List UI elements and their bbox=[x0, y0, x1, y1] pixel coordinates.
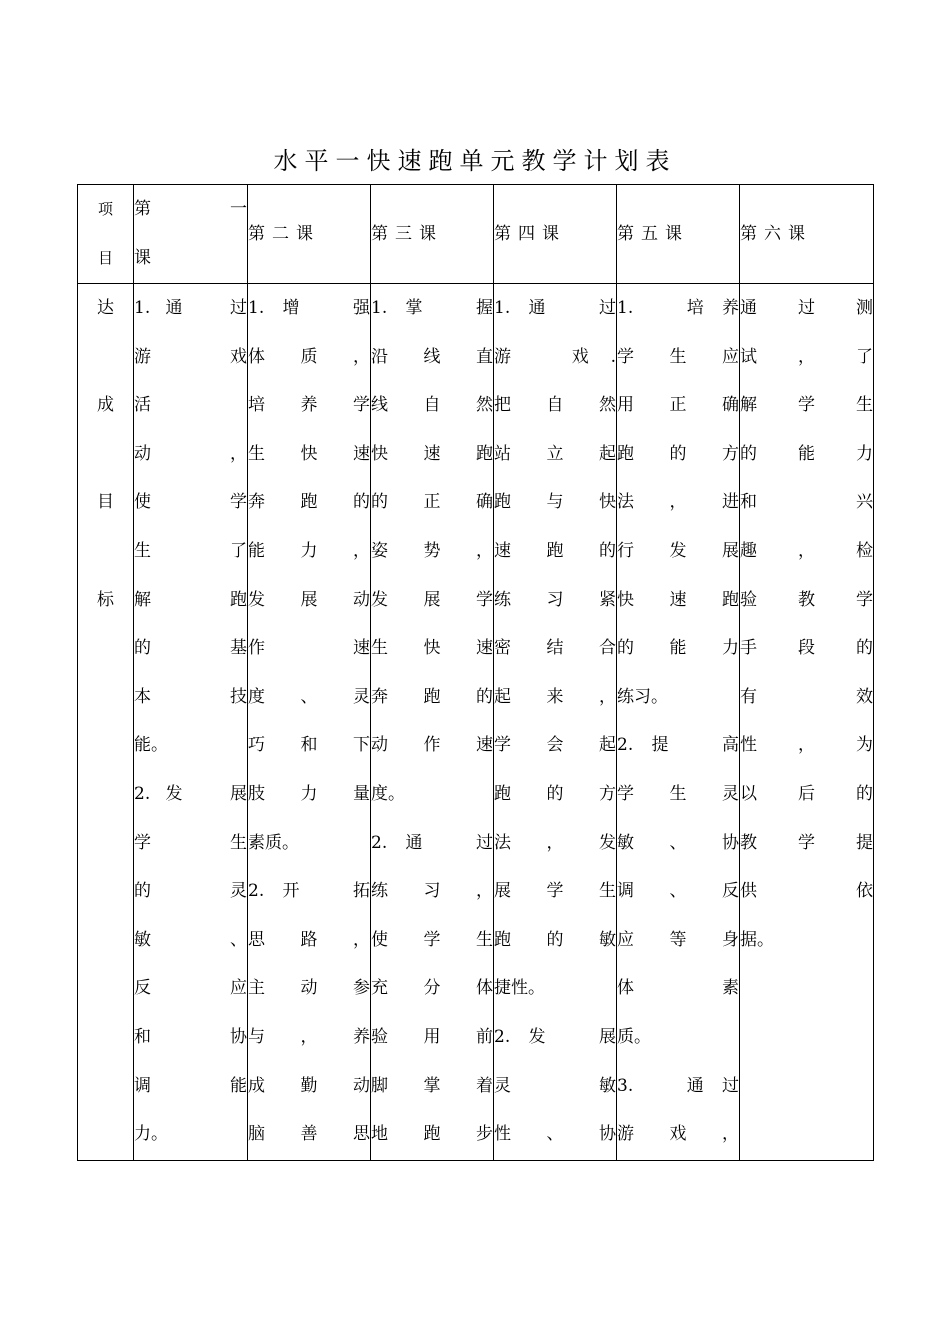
header-row bbox=[78, 185, 874, 284]
objective-line: 生 了 bbox=[134, 540, 247, 561]
objective-line: 验教学 bbox=[740, 589, 873, 610]
objective-line: 度。 bbox=[371, 783, 405, 804]
objective-line: 地跑步 bbox=[371, 1124, 493, 1145]
objective-line: 快速跑 bbox=[617, 589, 739, 610]
objective-line: 游戏， bbox=[617, 1124, 739, 1145]
document-title: 水平一快速跑单元教学计划表 bbox=[273, 147, 677, 175]
objective-line: 敏、协 bbox=[617, 832, 739, 853]
objective-line: 性，为 bbox=[740, 735, 873, 756]
objective-line: 手段的 bbox=[740, 638, 873, 659]
objective-line: 的 灵 bbox=[134, 881, 247, 902]
objective-line: 奔跑的 bbox=[248, 492, 370, 513]
objective-line: 验用前 bbox=[371, 1026, 493, 1047]
objective-line: 姿势， bbox=[371, 540, 493, 561]
row-label-line bbox=[78, 333, 133, 382]
objective-line: 灵 敏 bbox=[494, 1075, 616, 1096]
objective-line: 和 兴 bbox=[740, 492, 873, 513]
objective-line: 供 依 bbox=[740, 881, 873, 902]
objective-line: 的能力 bbox=[617, 638, 739, 659]
lesson-plan-table bbox=[77, 184, 874, 1161]
lesson-2-objectives bbox=[248, 284, 371, 1161]
objective-line: 脑善思 bbox=[248, 1124, 370, 1145]
row-label-line: 目 bbox=[97, 492, 114, 513]
objective-line: 肢力量 bbox=[248, 783, 370, 804]
objective-line: 起来， bbox=[494, 686, 616, 707]
objective-line: 游 戏 bbox=[134, 346, 247, 367]
objective-line: 2.发 展 bbox=[494, 1026, 616, 1047]
objective-line: 趣，检 bbox=[740, 540, 873, 561]
lesson-4-objectives bbox=[494, 284, 617, 1161]
objectives-row bbox=[78, 284, 874, 1161]
objective-line: 体质， bbox=[248, 346, 370, 367]
objective-line: 的 基 bbox=[134, 638, 247, 659]
objective-line: 主动参 bbox=[248, 978, 370, 999]
objective-line: 学生应 bbox=[617, 346, 739, 367]
header-lesson-1-cell bbox=[134, 185, 248, 284]
header-item-line: 目 bbox=[97, 249, 113, 267]
header-lesson-4: 第四课 bbox=[494, 185, 617, 284]
objective-line: 度、灵 bbox=[248, 686, 370, 707]
objective-line: 行发展 bbox=[617, 540, 739, 561]
objective-line: 的能力 bbox=[740, 443, 873, 464]
objective-line: 脚掌着 bbox=[371, 1075, 493, 1096]
objective-line: 性、协 bbox=[494, 1124, 616, 1145]
objective-line: 法，发 bbox=[494, 832, 616, 853]
objective-line: 跑的敏 bbox=[494, 929, 616, 950]
lesson-1-objectives bbox=[134, 284, 248, 1161]
objective-line: 生快速 bbox=[371, 638, 493, 659]
objective-line: 练习， bbox=[371, 881, 493, 902]
header-lesson-1-line: 第 一 bbox=[134, 199, 247, 219]
objective-line: 展学生 bbox=[494, 881, 616, 902]
objective-line: 2.通 过 bbox=[371, 832, 493, 853]
objective-line: 与，养 bbox=[248, 1026, 370, 1047]
objective-line: 动 ， bbox=[134, 443, 247, 464]
objective-line: 解 跑 bbox=[134, 589, 247, 610]
objective-line: 沿线直 bbox=[371, 346, 493, 367]
objective-line: 巧和下 bbox=[248, 735, 370, 756]
objective-line: 试，了 bbox=[740, 346, 873, 367]
objective-line: 2.发 展 bbox=[134, 783, 247, 804]
objective-line: 站立起 bbox=[494, 443, 616, 464]
objective-line: 练习紧 bbox=[494, 589, 616, 610]
objective-line: 能。 bbox=[134, 735, 168, 756]
objective-line: 培养学 bbox=[248, 395, 370, 416]
objective-line: 快速跑 bbox=[371, 443, 493, 464]
objective-line: 1.掌 握 bbox=[371, 298, 493, 318]
objective-line: 体 素 bbox=[617, 978, 739, 999]
row-label-cell bbox=[78, 284, 134, 1161]
row-label-line: 达 bbox=[97, 298, 114, 318]
objective-line: 3. 通过 bbox=[617, 1075, 739, 1096]
lesson-3-objectives bbox=[371, 284, 494, 1161]
objective-line: 的正确 bbox=[371, 492, 493, 513]
objective-line: 解学生 bbox=[740, 395, 873, 416]
objective-line: 力。 bbox=[134, 1124, 168, 1145]
objective-line: 动作速 bbox=[371, 735, 493, 756]
objective-line: 充分体 bbox=[371, 978, 493, 999]
header-lesson-5: 第五课 bbox=[617, 185, 740, 284]
lesson-5-objectives bbox=[617, 284, 740, 1161]
row-label-line bbox=[78, 430, 133, 479]
row-label-line: 成 bbox=[97, 395, 114, 416]
objective-line: 1.增 强 bbox=[248, 298, 370, 318]
objective-line: 以后的 bbox=[740, 783, 873, 804]
objective-line: 跑的方 bbox=[494, 783, 616, 804]
objective-line: 速跑的 bbox=[494, 540, 616, 561]
objective-line: 1.通 过 bbox=[494, 298, 616, 318]
objective-line: 活 bbox=[134, 395, 151, 416]
objective-line: 练习。 bbox=[617, 686, 668, 707]
objective-line: 使 学 bbox=[134, 492, 247, 513]
header-lesson-6: 第六课 bbox=[740, 185, 874, 284]
objective-line: 线自然 bbox=[371, 395, 493, 416]
objective-line: 教学提 bbox=[740, 832, 873, 853]
objective-line: 应等身 bbox=[617, 929, 739, 950]
objective-line: 质。 bbox=[617, 1026, 651, 1047]
header-lesson-2: 第二课 bbox=[248, 185, 371, 284]
row-label-line: 标 bbox=[97, 589, 114, 610]
objective-line: 跑与快 bbox=[494, 492, 616, 513]
objective-line: 通过测 bbox=[740, 298, 873, 318]
objective-line: 能力， bbox=[248, 540, 370, 561]
objective-line: 把自然 bbox=[494, 395, 616, 416]
objective-line: 捷性。 bbox=[494, 978, 545, 999]
objective-line: 反 应 bbox=[134, 978, 247, 999]
header-lesson-1-line: 课 bbox=[134, 248, 151, 268]
objective-line: 学会起 bbox=[494, 735, 616, 756]
objective-line: 发展动 bbox=[248, 589, 370, 610]
objective-line: 调 能 bbox=[134, 1075, 247, 1096]
objective-line: 调、反 bbox=[617, 881, 739, 902]
objective-line: 跑的方 bbox=[617, 443, 739, 464]
lesson-6-objectives bbox=[740, 284, 874, 1161]
header-item-line: 项 bbox=[97, 200, 113, 218]
objective-line: 发展学 bbox=[371, 589, 493, 610]
header-lesson-3: 第三课 bbox=[371, 185, 494, 284]
objective-line: 和 协 bbox=[134, 1026, 247, 1047]
objective-line: 学生灵 bbox=[617, 783, 739, 804]
objective-line: 1.通 过 bbox=[134, 298, 247, 318]
objective-line: 2.提 高 bbox=[617, 735, 739, 756]
objective-line: 2.开 拓 bbox=[248, 881, 370, 902]
objective-line: 敏 、 bbox=[134, 929, 247, 950]
row-label-line bbox=[78, 527, 133, 576]
objective-line: 密结合 bbox=[494, 638, 616, 659]
objective-line: 奔跑的 bbox=[371, 686, 493, 707]
objective-line: 素质。 bbox=[248, 832, 299, 853]
objective-line: 生快速 bbox=[248, 443, 370, 464]
objective-line: 用正确 bbox=[617, 395, 739, 416]
objective-line: 本 技 bbox=[134, 686, 247, 707]
objective-line: 作 速 bbox=[248, 638, 370, 659]
objective-line: 学 生 bbox=[134, 832, 247, 853]
objective-line: 有 效 bbox=[740, 686, 873, 707]
objective-line: 1. 培养 bbox=[617, 298, 739, 318]
objective-line: 成勤动 bbox=[248, 1075, 370, 1096]
objective-line: 使学生 bbox=[371, 929, 493, 950]
objective-line: 游 戏. bbox=[494, 346, 616, 367]
objective-line: 思路， bbox=[248, 929, 370, 950]
header-item-cell bbox=[78, 185, 134, 284]
objective-line: 法，进 bbox=[617, 492, 739, 513]
objective-line: 据。 bbox=[740, 929, 774, 950]
